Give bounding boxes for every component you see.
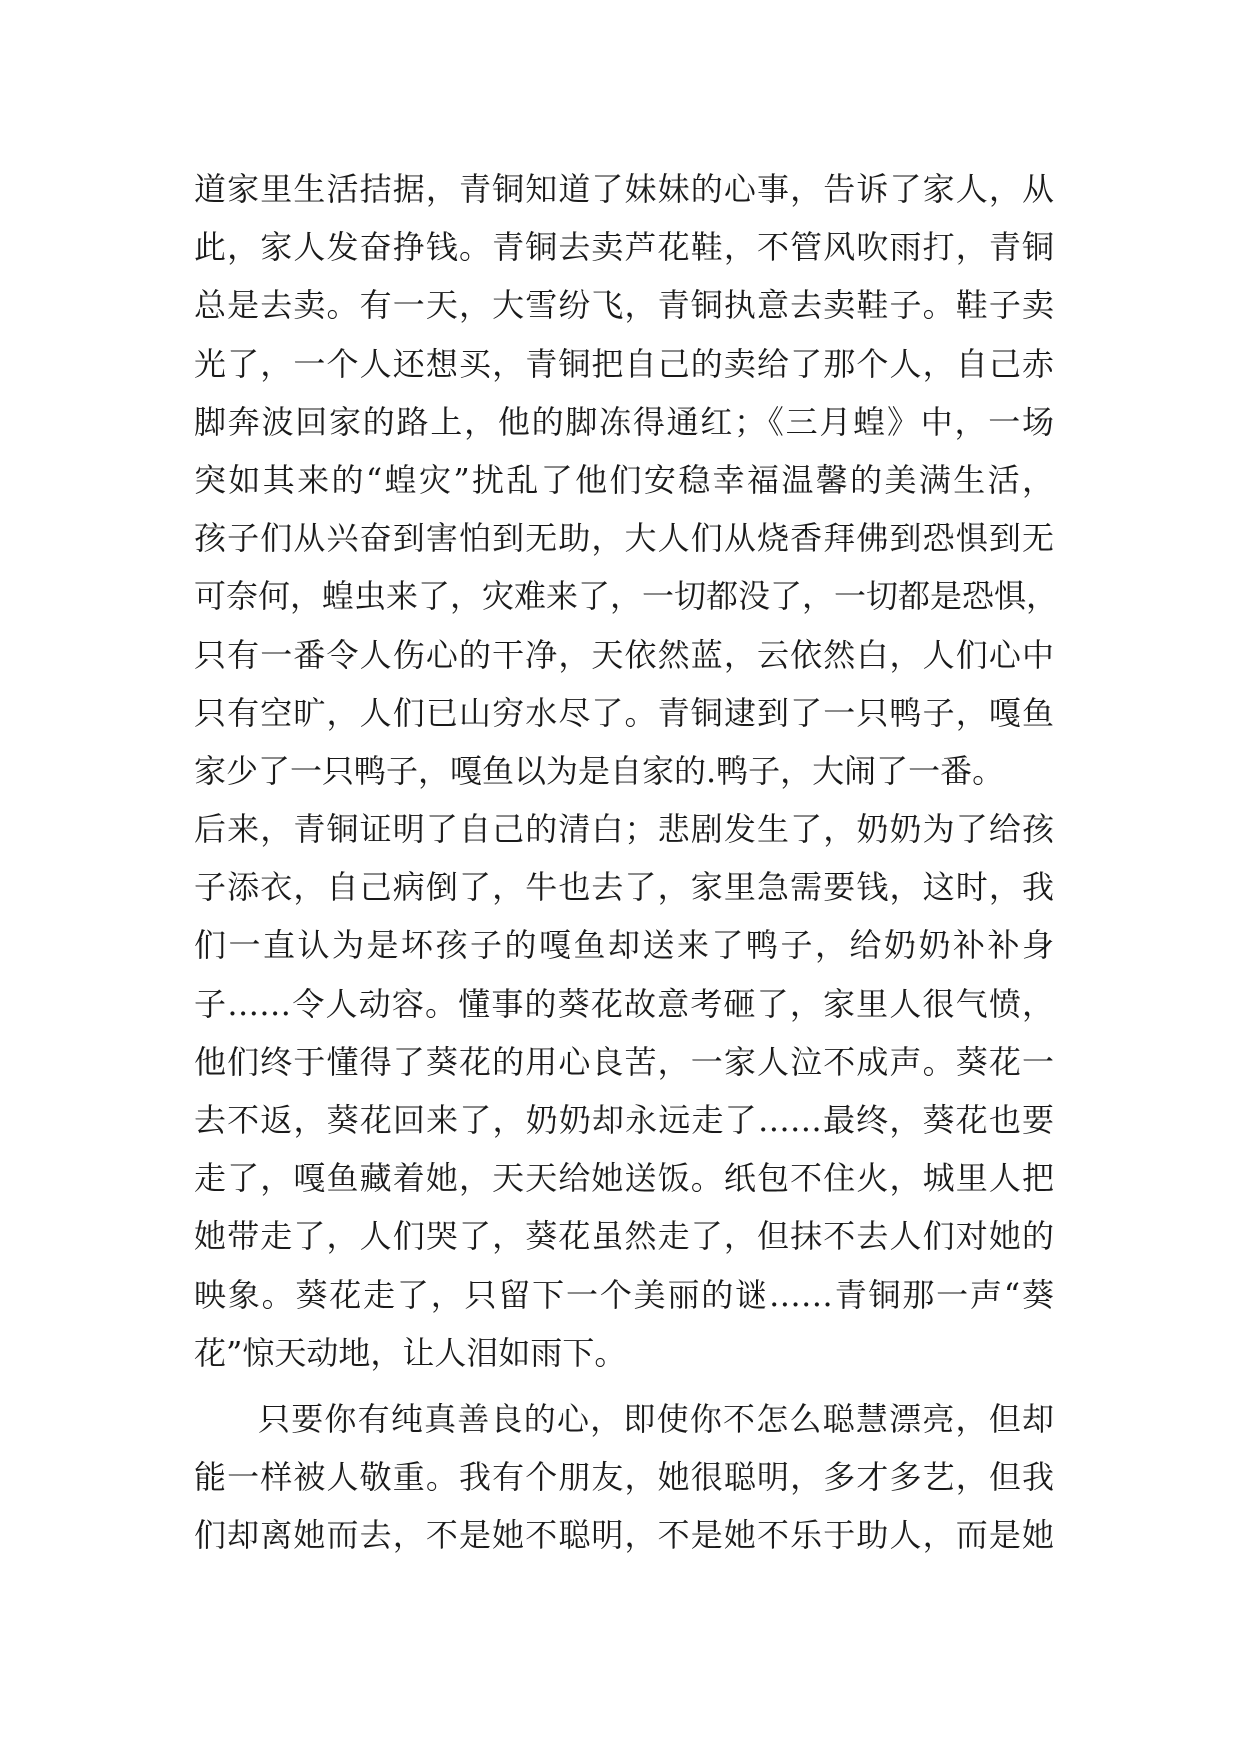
text-line: 只有一番令人伤心的干净，天依然蓝，云依然白，人们心中 <box>194 635 1054 674</box>
text-line: 她带走了，人们哭了，葵花虽然走了，但抹不去人们对她的 <box>194 1217 1054 1256</box>
text-line: 可奈何，蝗虫来了，灾难来了，一切都没了，一切都是恐惧， <box>194 577 1059 616</box>
text-line: 映象。葵花走了，只留下一个美丽的谜……青铜那一声“葵 <box>194 1275 1054 1314</box>
paragraph-gap <box>194 1382 1054 1390</box>
text-line: 们一直认为是坏孩子的嘎鱼却送来了鸭子，给奶奶补补身 <box>194 926 1054 965</box>
text-line: 突如其来的“蝗灾”扰乱了他们安稳幸福温馨的美满生活， <box>194 460 1054 499</box>
text-line: 脚奔波回家的路上，他的脚冻得通红；《三月蝗》中，一场 <box>194 402 1054 441</box>
text-line: 花”惊天动地，让人泪如雨下。 <box>194 1333 627 1372</box>
text-line: 只有空旷，人们已山穷水尽了。青铜逮到了一只鸭子，嘎鱼 <box>194 693 1054 732</box>
text-line: 走了，嘎鱼藏着她，天天给她送饭。纸包不住火，城里人把 <box>194 1159 1054 1198</box>
text-line: 道家里生活拮据，青铜知道了妹妹的心事，告诉了家人，从 <box>194 170 1054 208</box>
paragraph-1 <box>194 160 1059 1382</box>
text-line: 孩子们从兴奋到害怕到无助，大人们从烧香拜佛到恐惧到无 <box>194 519 1054 558</box>
text-line: 们却离她而去，不是她不聪明，不是她不乐于助人，而是她 <box>194 1516 1054 1555</box>
paragraph-2 <box>194 1390 1054 1565</box>
text-line: 家少了一只鸭子，嘎鱼以为是自家的.鸭子，大闹了一番。 <box>194 751 1005 790</box>
text-line: 后来，青铜证明了自己的清白；悲剧发生了，奶奶为了给孩 <box>194 810 1054 849</box>
text-line: 子添衣，自己病倒了，牛也去了，家里急需要钱，这时，我 <box>194 868 1054 907</box>
text-line: 能一样被人敬重。我有个朋友，她很聪明，多才多艺，但我 <box>194 1458 1054 1497</box>
text-line: 他们终于懂得了葵花的用心良苦，一家人泣不成声。葵花一 <box>194 1042 1054 1081</box>
text-line: 总是去卖。有一天，大雪纷飞，青铜执意去卖鞋子。鞋子卖 <box>194 286 1054 325</box>
text-line: 光了，一个人还想买，青铜把自己的卖给了那个人，自己赤 <box>194 344 1054 383</box>
text-line: 子……令人动容。懂事的葵花故意考砸了，家里人很气愤， <box>194 984 1054 1023</box>
text-line: 去不返，葵花回来了，奶奶却永远走了……最终，葵花也要 <box>194 1101 1054 1139</box>
text-line: 此，家人发奋挣钱。青铜去卖芦花鞋，不管风吹雨打，青铜 <box>194 228 1054 267</box>
text-line: 只要你有纯真善良的心，即使你不怎么聪慧漂亮，但却 <box>258 1399 1054 1438</box>
body-text <box>194 160 1059 1565</box>
